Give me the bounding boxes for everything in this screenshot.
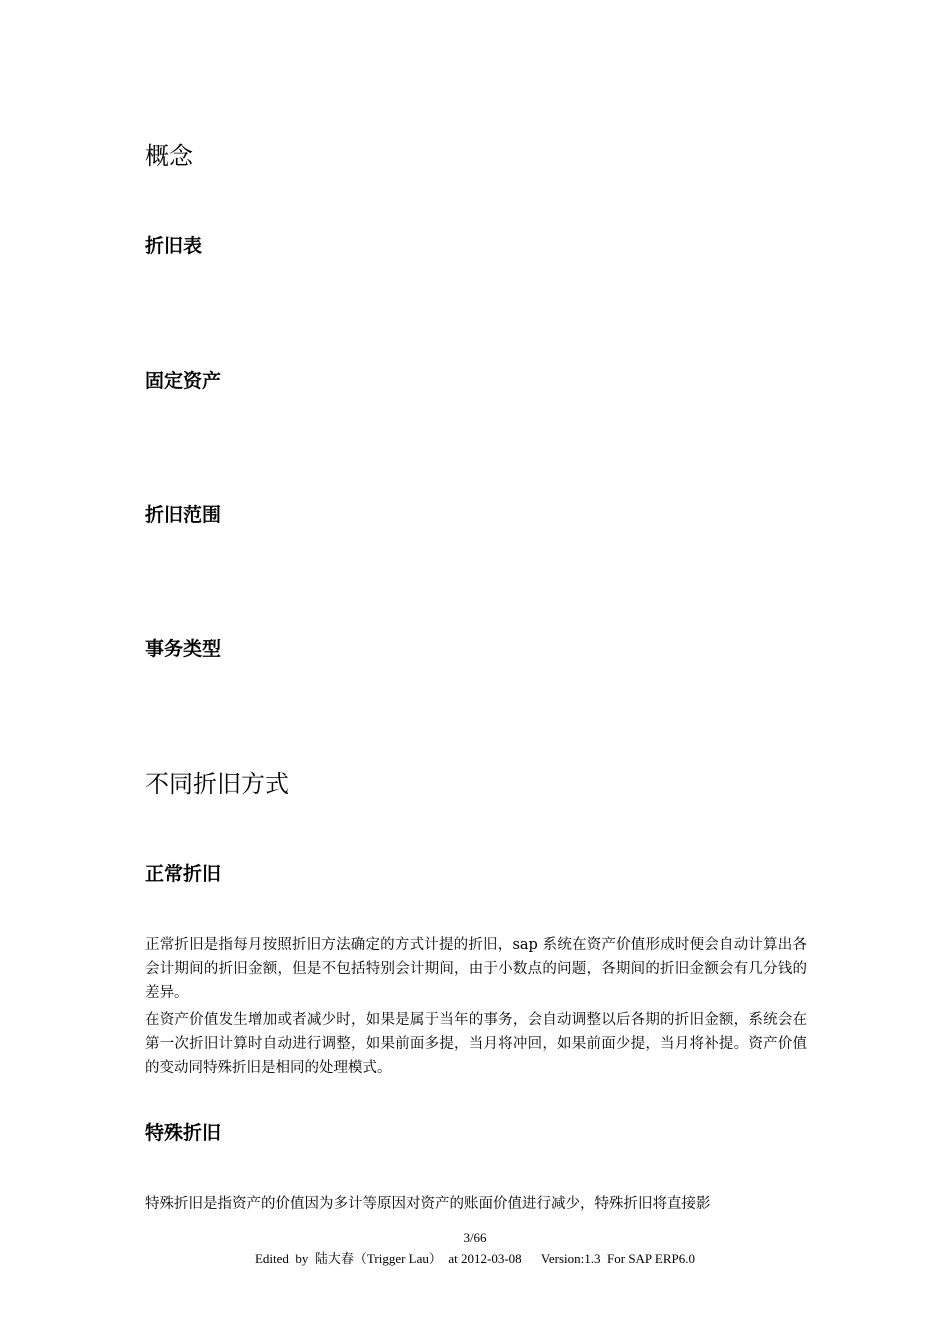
heading-different-depreciation-methods: 不同折旧方式 [145,770,289,798]
heading-depreciation-table: 折旧表 [145,235,203,257]
paragraph-special-depreciation-1: 特殊折旧是指资产的价值因为多计等原因对资产的账面价值进行减少，特殊折旧将直接影 [145,1196,711,1212]
heading-transaction-type: 事务类型 [145,638,222,660]
paragraph-normal-depreciation-2: 在资产价值发生增加或者减少时，如果是属于当年的事务，会自动调整以后各期的折旧金额，系统会在第一次折旧计算时自动进行调整，如果前面多提，当月将冲回，如果前面少提，当月将补提。资产价值的变动同特殊折旧是相同的处理模式。 [145,1012,807,1076]
heading-fixed-asset: 固定资产 [145,370,222,392]
footer-edited-line: Edited by 陆大春（Trigger Lau） at 2012-03-08 Version:1.3 For SAP ERP6.0 [254,1251,696,1266]
heading-depreciation-area: 折旧范围 [145,504,222,526]
heading-normal-depreciation: 正常折旧 [145,863,222,885]
heading-special-depreciation: 特殊折旧 [145,1122,222,1144]
paragraph-normal-depreciation-1: 正常折旧是指每月按照折旧方法确定的方式计提的折旧，sap 系统在资产价值形成时便会自动计算出各会计期间的折旧金额，但是不包括特别会计期间，由于小数点的问题，各期间的折旧金额会有几分钱的差异。 [145,937,807,1001]
footer-page-number: 3/66 [463,1230,487,1245]
heading-concept: 概念 [145,142,193,170]
